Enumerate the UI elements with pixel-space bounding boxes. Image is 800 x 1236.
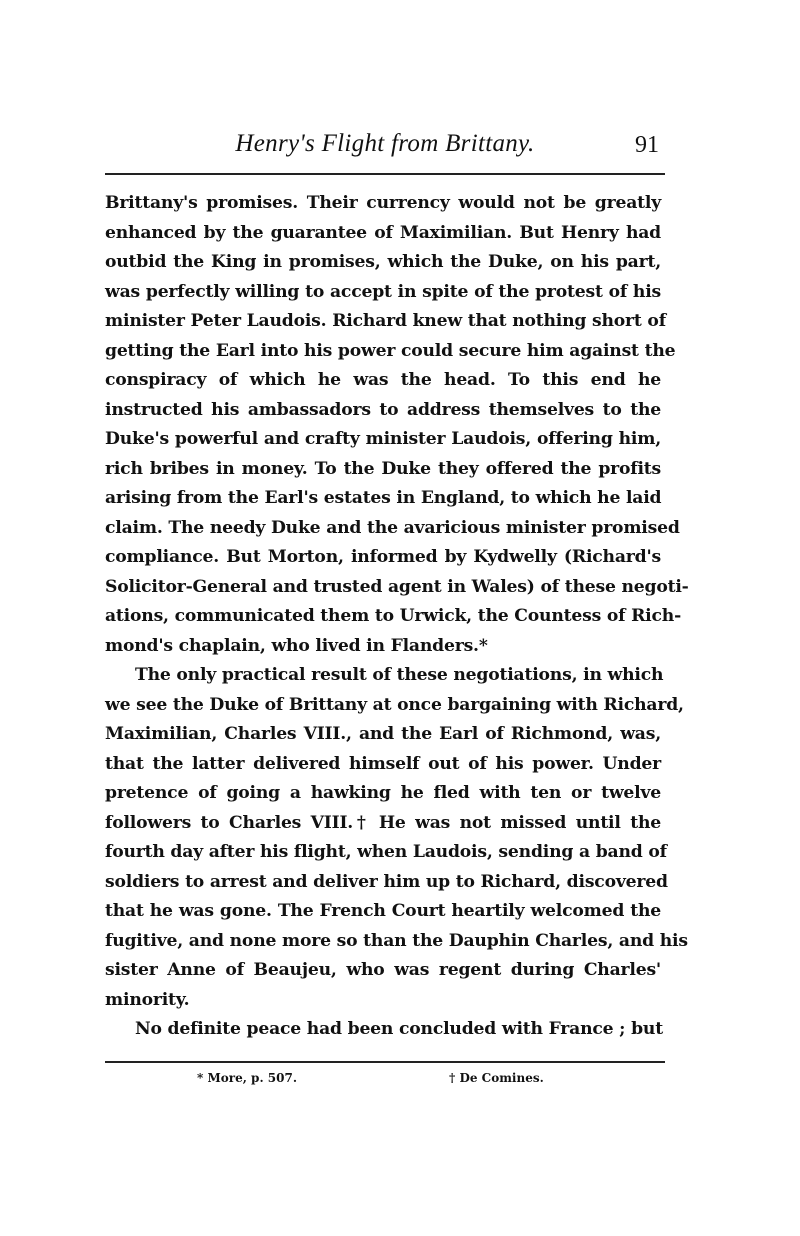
text-line: outbid the King in promises, which the Duke, on his part, <box>105 252 661 272</box>
footnote-comines: † De Comines. <box>449 1071 544 1085</box>
text-line: fugitive, and none more so than the Dauphin Charles, and his <box>105 930 688 951</box>
text-line: pretence of going a hawking he fled with ten or twelve <box>105 783 661 803</box>
text-line: soldiers to arrest and deliver him up to Richard, discovered <box>105 871 668 892</box>
page-header <box>105 126 665 166</box>
text-line: Maximilian, Charles VIII., and the Earl of Richmond, was, <box>105 724 661 744</box>
body-text <box>105 189 689 1045</box>
text-line: that the latter delivered himself out of his power. Under <box>105 753 661 774</box>
text-line: minister Peter Laudois. Richard knew that nothing short of <box>105 311 666 331</box>
text-line: No definite peace had been concluded with France ; but <box>135 1019 663 1039</box>
footnotes <box>105 1071 665 1095</box>
text-line: minority. <box>105 989 190 1010</box>
text-line: was perfectly willing to accept in spite of the protest of his <box>105 281 661 302</box>
header-rule <box>105 173 665 175</box>
text-line: claim. The needy Duke and the avaricious minister promised <box>105 517 680 538</box>
text-line: getting the Earl into his power could secure him against the <box>105 340 676 361</box>
text-line: fourth day after his flight, when Laudois, sending a band of <box>105 842 667 862</box>
text-line: The only practical result of these negotiations, in which <box>135 665 664 685</box>
text-line: ations, communicated them to Urwick, the Countess of Rich- <box>105 606 681 626</box>
footnote-rule <box>105 1061 665 1063</box>
page-number: 91 <box>635 132 659 158</box>
text-line: that he was gone. The French Court heartily welcomed the <box>105 901 661 921</box>
text-line: Solicitor-General and trusted agent in Wales) of these negoti- <box>105 576 689 597</box>
text-line: Brittany's promises. Their currency would not be greatly <box>105 193 661 213</box>
text-line: enhanced by the guarantee of Maximilian. But Henry had <box>105 222 661 243</box>
text-line: arising from the Earl's estates in England, to which he laid <box>105 488 662 508</box>
text-line: conspiracy of which he was the head. To this end he <box>105 370 661 390</box>
text-line: mond's chaplain, who lived in Flanders.* <box>105 635 488 656</box>
footnote-more: * More, p. 507. <box>197 1071 298 1085</box>
text-line: sister Anne of Beaujeu, who was regent during Charles' <box>105 960 661 980</box>
running-title: Henry's Flight from Brittany. <box>235 130 535 157</box>
text-line: rich bribes in money. To the Duke they offered the profits <box>105 458 661 479</box>
text-line: Duke's powerful and crafty minister Laudois, offering him, <box>105 429 661 449</box>
text-line: compliance. But Morton, informed by Kydwelly (Richard's <box>105 547 661 567</box>
text-line: instructed his ambassadors to address themselves to the <box>105 399 661 420</box>
text-line: followers to Charles VIII.† He was not missed until the <box>105 812 661 833</box>
text-line: we see the Duke of Brittany at once bargaining with Richard, <box>105 694 684 715</box>
